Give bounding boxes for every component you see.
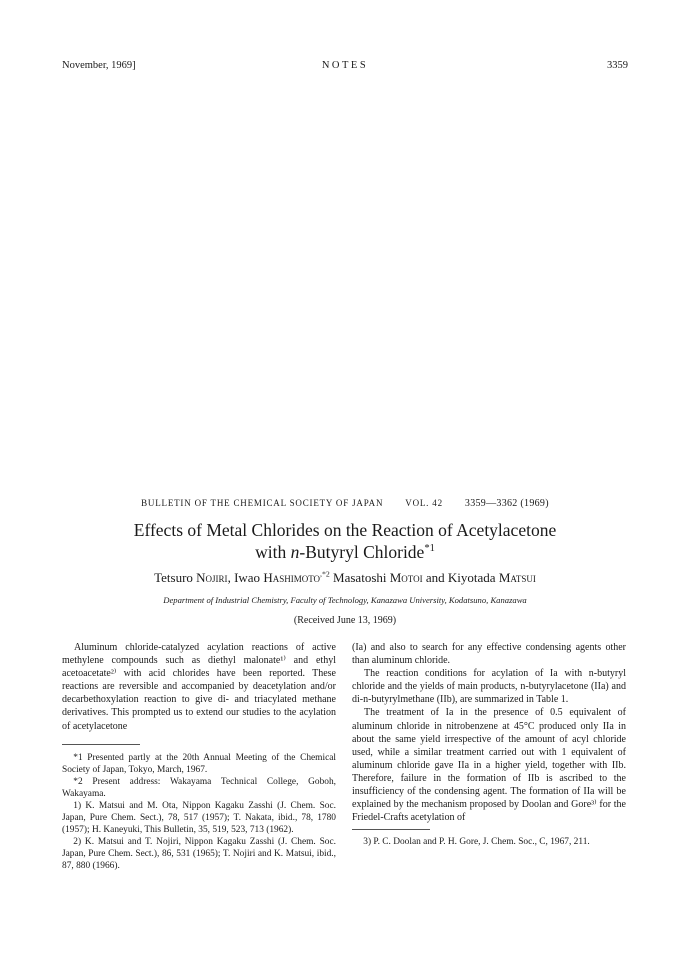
body-paragraph: The reaction conditions for acylation of Ia with n-butyryl chloride and the yields of main products, n-butyrylacetone (IIa) and di-n-butyrylmethane (IIb), are summarized in Table 1. bbox=[352, 668, 626, 706]
running-head-date: November, 1969] bbox=[62, 60, 136, 71]
body-paragraph: (Ia) and also to search for any effective condensing agents other than aluminum chloride. bbox=[352, 642, 626, 667]
journal-citation-line bbox=[62, 498, 628, 509]
reference-3: 3) P. C. Doolan and P. H. Gore, J. Chem. Soc., C, 1967, 211. bbox=[363, 837, 590, 848]
journal-pages: 3359—3362 (1969) bbox=[464, 498, 549, 509]
reference-1: 1) K. Matsui and M. Ota, Nippon Kagaku Zasshi (J. Chem. Soc. Japan, Pure Chem. Sect.), 78, 517 (1957); T. Nakata, ibid., 78, 1780 (1957); H. Kaneyuki, This Bulletin, 35, 519, 523, 713 (1962). bbox=[62, 800, 336, 835]
author-footnote-mark: ,*2 bbox=[320, 569, 330, 579]
running-head-section: NOTES bbox=[321, 60, 369, 71]
journal-volume: VOL. 42 bbox=[405, 498, 443, 508]
journal-name: BULLETIN OF THE CHEMICAL SOCIETY OF JAPAN bbox=[141, 498, 384, 508]
footnote-2: *2 Present address: Wakayama Technical College, Goboh, Wakayama. bbox=[62, 776, 336, 799]
title-line-2: with n-Butyryl Chloride$^{*1}$ bbox=[255, 542, 435, 562]
left-column bbox=[62, 641, 336, 872]
body-paragraph: The treatment of Ia in the presence of 0.5 equivalent of aluminum chloride in nitrobenzene at 45°C produced only IIa in about the same yield irrespective of the amount of acyl chloride used, while a similar treatment carried out with 1 equivalent of aluminum chloride gave IIa in a higher yield, together with IIb. Therefore, failure in the formation of IIb is ascribed to the insufficiency of the condensing agent. The formation of IIa will be explained by the mechanism proposed by Doolan and Gore³⁾ for the Friedel-Crafts acetylation of bbox=[352, 707, 626, 824]
title-footnote-mark: *1 bbox=[424, 543, 435, 555]
reference-2: 2) K. Matsui and T. Nojiri, Nippon Kagaku Zasshi (J. Chem. Soc. Japan, Pure Chem. Sect.), 86, 531 (1965); T. Nojiri and K. Matsui, ibid., 87, 880 (1966). bbox=[62, 836, 336, 871]
right-column bbox=[352, 641, 626, 848]
footnote-1: *1 Presented partly at the 20th Annual Meeting of the Chemical Society of Japan, Tokyo, March, 1967. bbox=[62, 752, 336, 775]
affiliation: Department of Industrial Chemistry, Faculty of Technology, Kanazawa University, Kodatsuno, Kanazawa bbox=[163, 595, 527, 605]
footnote-rule bbox=[352, 829, 430, 830]
article-title bbox=[62, 519, 628, 563]
body-paragraph: Aluminum chloride-catalyzed acylation reactions of active methylene compounds such as diethyl malonate¹⁾ and ethyl acetoacetate²⁾ with acid chlorides have been reported. These reactions are reversible and accompanied by deacetylation and/or decarbethoxylation reaction to give di- and triacylated methane derivatives. This prompted us to extend our studies to the acylation of acetylacetone bbox=[62, 642, 336, 732]
received-date: (Received June 13, 1969) bbox=[293, 615, 397, 626]
title-line-1: Effects of Metal Chlorides on the Reaction of Acetylacetone bbox=[133, 520, 557, 540]
author-list: Tetsuro Nojiri, Iwao Hashimoto$^{,*2}$ Masatoshi Motoi and Kiyotada Matsui bbox=[154, 569, 536, 585]
running-head bbox=[62, 60, 628, 74]
footnote-rule bbox=[62, 744, 140, 745]
page-number: 3359 bbox=[607, 60, 628, 71]
